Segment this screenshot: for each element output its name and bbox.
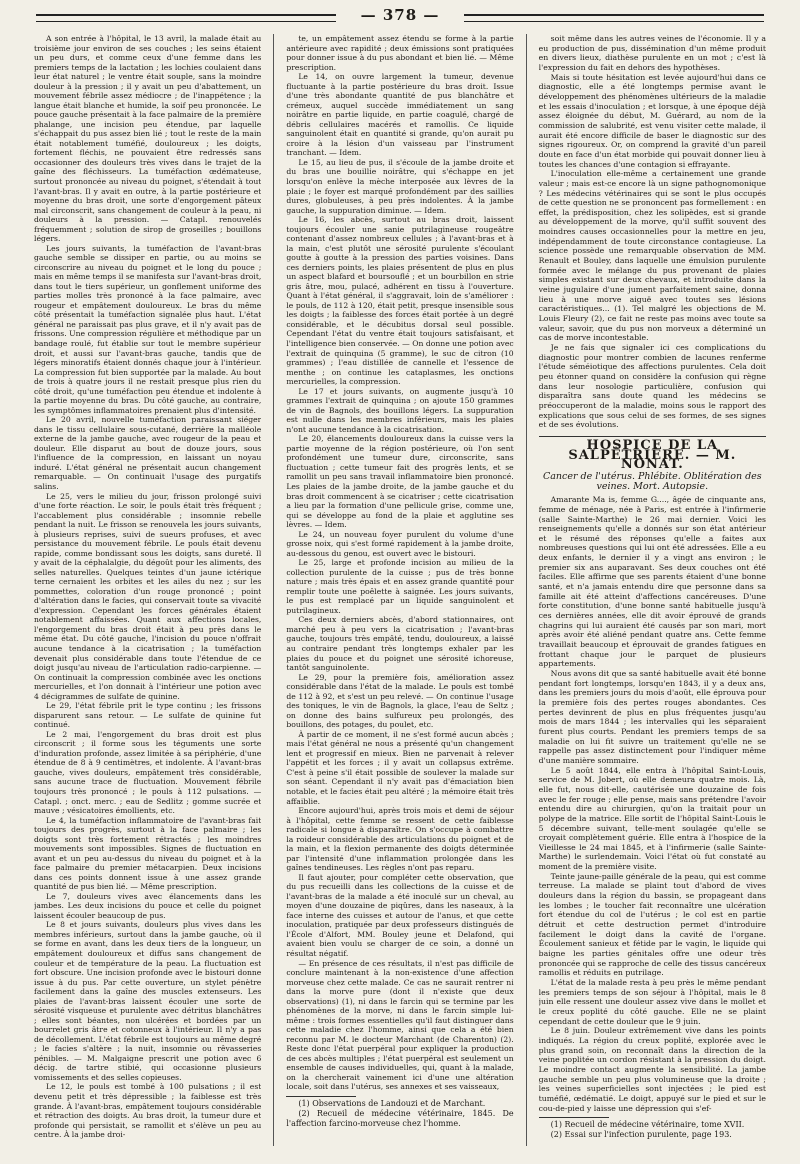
paragraph: Le 16, les abcès, surtout au bras droit, laissent toujours écouler une sanie putrilagineuse rougeâtre contenant d'assez nombreux cellules ; à l'avant-bras et à la main, c'est plutôt une sérosité purulente s'écoulant goutte à goutte à la pression des parties voisines. Dans ces derniers points, les plaies présentent de plus en plus un aspect blafard et boursouflé ; et un bourbillon en strie gris âtre, mou, pulacé, adhérent en tissu à l'ouverture. Quant à l'état général, il s'aggravait, loin de s'améliorer : le pouls, de 112 à 120, était petit, presque insensible sous les doigts ; la faiblesse des forces était portée à un degré considérable, et le décubitus dorsal seul possible. Cependant l'état du ventre était toujours satisfaisant, et l'intelligence bien conservée. — On donne une potion avec l'extrait de quinquina (5 gramme), le suc de citron (10 grammes) ; l'eau distillée de cannelle et l'essence de menthe ; on continue les cataplasmes, les onctions mercurielles, la compression. xyxy=(286,215,514,387)
paragraph: Le 20 avril, nouvelle tuméfaction paraissant siéger dans le tissu cellulaire sous-cutané, derrière la malléole externe de la jambe gauche, avec rougeur de la peau et douleur. Elle disparut au bout de douze jours, sous l'influence de la compression, en laissant un noyau induré. L'état général ne présentait aucun changement remarquable. — On continuait l'usage des purgatifs salins. xyxy=(34,415,262,491)
paragraph: — En présence de ces résultats, il n'est pas difficile de conclure maintenant à la non-existence d'une affection morveuse chez cette malade. Ce cas ne saurait rentrer ni dans la morve pure (dont il n'existe que deux observations) (1), ni dans le farcin qui se termine par les phénomènes de la morve, ni dans le farcin simple lui-même : trois formes essentielles qu'il faut distinguer dans cette maladie chez l'homme, ainsi que cela a été bien reconnu par M. le docteur Marchant (de Charenton) (2). Reste donc l'état puerpéral pour expliquer la production de ces abcès multiples ; l'état puerpéral est seulement un ensemble de causes individuelles, qui, quant à la malade, on la chercherait vainement ici d'une une altération locale, soit dans l'utérus, ses annexes et ses vaisseaux, xyxy=(286,958,514,1092)
paragraph: Le 15, au lieu de pus, il s'écoule de la jambe droite et du bras une bouillie noirâtre, qui s'échappe en jet lorsqu'on enlève la mèche interposée aux lèvres de la plaie ; le foyer est marqué profondément par des saillies dures, globuleuses, à peu près indolentes. À la jambe gauche, la suppuration diminue. — Idem. xyxy=(286,157,514,215)
paragraph: L'inoculation elle-même a certainement une grande valeur ; mais est-ce encore là un signe pathognomonique ? Les médecins vétérinaires qui se sont le plus occupés de cette question ne se prononcent pas formellement : en effet, la prédisposition, chez les solipèdes, est si grande au développement de la morve, qu'il suffit souvent des moindres causes occasionnelles pour la mettre en jeu, indépendamment de toute circonstance contagieuse. La science possède une remarquable observation de MM. Renault et Bouley, dans laquelle une émulsion purulente formée avec le mélange du pus provenant de plaies simples existant sur deux chevaux, et introduite dans la veine jugulaire d'une jument parfaitement saine, donna lieu à une morve aiguë avec toutes ses lésions caractéristiques... (1). Tel malgré les objections de M. Louis Fleury (2), ce fait ne reste pas moins avec toute sa valeur, savoir, que du pus non morveux a déterminé un cas de morve incontestable. xyxy=(538,169,766,343)
paragraph: Nous avons dit que sa santé habituelle avait été bonne pendant fort longtemps, lorsqu'en 1843, il y a deux ans, dans les premiers jours du mois d'août, elle éprouva pour la première fois des pertes rouges abondantes. Ces pertes devinrent de plus en plus fréquentes jusqu'au mois de mars 1844 ; les intervalles qui les séparaient furent plus courts. Pendant les premiers temps de sa maladie on lui fit suivre un traitement qu'elle ne se rappelle pas assez distinctement pour l'indiquer même d'une manière sommaire. xyxy=(538,669,766,765)
paragraph: Le 25, large et profonde incision au milieu de la collection purulente de la cuisse ; pus de très bonne nature ; mais très épais et en assez grande quantité pour remplir toute une poêlette à saignée. Les jours suivants, le pus est remplacé par un liquide sanguinolent et putrilagineux. xyxy=(286,558,514,615)
paragraph: Ces deux derniers abcès, d'abord stationnaires, ont marché peu à peu vers la cicatrisation ; l'avant-bras gauche, toujours très empâté, tendu, douloureux, a laissé au contraire pendant très longtemps exhaler par les plaies du pouce et du poignet une sérosité ichoreuse, tantôt sanguinolente. xyxy=(286,615,514,673)
column-3-bottom xyxy=(539,495,766,1140)
footnote: (2) Recueil de médecine vétérinaire, 1845. De l'affection farcino-morveuse chez l'homme. xyxy=(286,1108,514,1128)
section-title: HOSPICE DE LA SALPÊTRIÈRE. — M. NONAT. xyxy=(539,436,766,470)
column-3-top xyxy=(539,34,766,430)
paragraph: te, un empâtement assez étendu se forme à la partie antérieure avec rapidité ; deux émissions sont pratiquées pour donner issue à du pus abondant et bien lié. — Même prescription. xyxy=(286,34,514,72)
paragraph: Le 12, le pouls est tombé à 100 pulsations ; il est devenu petit et très dépressible ; la faiblesse est très grande. À l'avant-bras, empâtement toujours considérable et rétraction des doigts. Au bras droit, la tumeur dure et profonde qui persistait, se ramollit et s'élève un peu au centre. À la jambe droi- xyxy=(34,1082,262,1140)
paragraph: Le 14, on ouvre largement la tumeur, devenue fluctuante à la partie postérieure du bras droit. Issue d'une très abondante quantité de pus blanchâtre et crémeux, auquel succède immédiatement un sang noirâtre en partie liquide, en partie coagulé, chargé de débris cellulaires macérés et ramollis. Ce liquide sanguinolent était en quantité si grande, qu'on aurait pu croire à la lésion d'un vaisseau par l'instrument tranchant. — Idem. xyxy=(286,72,514,158)
paragraph: Le 8 juin. Douleur extrêmement vive dans les points indiqués. La région du creux poplité, explorée avec le plus grand soin, on reconnaît dans la direction de la veine poplitée un cordon résistant à la pression du doigt. Le moindre contact augmente la sensibilité. La jambe gauche semble un peu plus volumineuse que la droite ; les veines superficielles sont injectées ; le pied est tuméfié, œdématié. Le doigt, appuyé sur le pied et sur le cou-de-pied y laisse une dépression qui s'ef- xyxy=(538,1026,766,1113)
paragraph: Le 29, pour la première fois, amélioration assez considérable dans l'état de la malade. Le pouls est tombé de 112 à 92, et s'est un peu relevé. — On continue l'usage des toniques, le vin de Bagnols, la glace, l'eau de Seltz ; on donne des bains sulfureux peu prolongés, des bouillons, des potages, du poulet, etc. xyxy=(286,672,514,730)
paragraph: Le 5 août 1844, elle entra à l'hôpital Saint-Louis, service de M. Jobert, où elle demeura quatre mois. Là, elle fut, nous dit-elle, cautérisée une douzaine de fois avec le fer rouge ; elle pense, mais sans prétendre l'avoir entendu dire au chirurgien, qu'on la traitait pour un polype de la matrice. Elle sortit de l'hôpital Saint-Louis le 5 décembre suivant, telle-ment soulagée qu'elle se croyait complètement guérie. Elle entra à l'hospice de la Vieillesse le 24 mai 1845, et à l'infirmerie (salle Sainte-Marthe) le surlendemain. Voici l'état où fut constaté au moment de la première visite. xyxy=(538,765,766,872)
page-number: — 378 — xyxy=(360,6,440,24)
paragraph: Le 20, élancements douloureux dans la cuisse vers la partie moyenne de la région postérieure, où l'on sent profondément une tumeur dure, circonscrite, sans fluctuation ; cette tumeur fait des progrès lents, et se ramollit un peu sans travail inflammatoire bien prononcé. Les plaies de la jambe droite, de la jambe gauche et du bras droit commencent à se cicatriser ; cette cicatrisation a lieu par la formation d'une pellicule grise, comme une, qui se développe au fond de la plaie et agglutine ses lèvres. — Idem. xyxy=(286,434,514,530)
paragraph: Le 7, douleurs vives avec élancements dans les jambes. Les deux incisions du pouce et celle du poignet laissent écouler beaucoup de pus. xyxy=(34,891,262,920)
paragraph: Le 25, vers le milieu du jour, frisson prolongé suivi d'une forte réaction. Le soir, le pouls était très fréquent ; l'accablement plus considérable ; insomnie rebelle pendant la nuit. Le frisson se renouvela les jours suivants, à plusieurs reprises, suivi de sueurs profuses, et avec persistance du mouvement fébrile. Le pouls était devenu rapide, comme bondissant sous les doigts, sans dureté. Il y avait de la céphalalgie, du dégoût pour les aliments, des selles naturelles. Quelques teintes d'un jaune ictérique terne cernaient les orbites et les ailes du nez ; sur les pommettes, coloration d'un rouge prononcé ; point d'altération dans le facies, qui conservait toute sa vivacité d'expression. Cependant les forces générales étaient notablement affaissées. Quant aux affections locales, l'engorgement du bras droit était à peu près dans le même état. Du côté gauche, l'incision du pouce n'offrait aucune tendance à la cicatrisation ; la tuméfaction devenait plus considérable dans toute l'étendue de ce doigt jusqu'au niveau de l'articulation radio-carpienne. — On continuait la compression combinée avec les onctions mercurielles, et l'on donnait à l'intérieur une potion avec 4 décigrammes de sulfate de quinine. xyxy=(34,491,262,701)
footnote-rule xyxy=(539,1117,609,1118)
column-divider xyxy=(526,34,527,1146)
column-divider xyxy=(273,34,274,1146)
column-1 xyxy=(34,34,261,1146)
paragraph: Teinte jaune-paille générale de la peau, qui est comme terreuse. La malade se plaint tout d'abord de vives douleurs dans la région du bassin, se propageant dans les lombes ; le toucher fait reconnaître une ulcération fort étendue du col de l'utérus ; le col est en partie détruit et cette destruction permet d'introduire facilement le doigt dans la cavité de l'organe. Écoulement sanieux et fétide par le vagin, le liquide qui baigne les parties génitales offre une odeur très prononcée qui se rapproche de celle des tissus cancéreux ramollis et réduits en putrilage. xyxy=(538,871,766,978)
text-columns xyxy=(34,34,766,1146)
header-rule-right xyxy=(464,14,764,22)
paragraph: Encore aujourd'hui, après trois mois et demi de séjour à l'hôpital, cette femme se ressent de cette faiblesse radicale si longue à disparaître. On s'occupe à combattre la roideur considérable des articulations du poignet et de la main, et la flexion permanente des doigts déterminée par l'intensité d'une inflammation prolongée dans les gaînes tendineuses. Les règles n'ont pas reparu. xyxy=(286,806,514,873)
paragraph: Le 29, l'état fébrile prit le type continu ; les frissons disparurent sans retour. — Le sulfate de quinine fut continué. xyxy=(34,701,262,730)
paragraph: Le 8 et jours suivants, douleurs plus vives dans les membres inférieurs, surtout dans la jambe gauche, où il se forme en avant, dans les deux tiers de la longueur, un empâtement douloureux et diffus sans changement de couleur et de température de la peau. La fluctuation est fort obscure. Une incision profonde avec le bistouri donne issue à du pus. Par cette ouverture, un stylet pénètre facilement dans la gaîne des muscles extenseurs. Les plaies de l'avant-bras laissent écouler une sorte de sérosité visqueuse et purulente avec détritus blanchâtres ; elles sont béantes, non ulcérées et bordées par un bourrelet gris âtre et cotonneux à l'intérieur. Il n'y a pas de décollement. L'état fébrile est toujours au même degré ; le facies s'altère ; la nuit, insomnie ou rêvasseries pénibles. — M. Malgaigne prescrit une potion avec 6 décig. de tartre stibié, qui occasionne plusieurs vomissements et des selles copieuses. xyxy=(34,920,262,1082)
paragraph: À partir de ce moment, il ne s'est formé aucun abcès ; mais l'état général ne nous a présenté qu'un changement lent et progressif en mieux. Bien ne parvenait à relever l'appétit et les forces ; il y avait un collapsus extrême. C'est à peine s'il était possible de soulever la malade sur son séant. Cependant il n'y avait pas d'émaciation bien notable, et le facies était peu altéré ; la mémoire était très affaiblie. xyxy=(286,729,514,806)
footnote: (1) Observations de Landouzi et de Marchant. xyxy=(298,1098,486,1108)
paragraph: Le 2 mai, l'engorgement du bras droit est plus circonscrit ; il forme sous les téguments une sorte d'induration profonde, assez limitée à sa périphérie, d'une étendue de 8 à 9 centimètres, et indolente. À l'avant-bras gauche, vives douleurs, empâtement très considérable, sans aucune trace de fluctuation. Mouvement fébrile toujours très prononcé ; le pouls à 112 pulsations. — Catapl. ; onct. merc. ; eau de Sedlitz ; gomme sucrée et mauve ; vésicatoires émollients, etc. xyxy=(34,729,262,816)
paragraph: Mais si toute hésitation est levée aujourd'hui dans ce diagnostic, elle a été longtemps permise avant le développement des phénomènes ultérieurs de la maladie et les essais d'inoculation ; et lorsque, à une époque déjà assez éloignée du début, M. Guérard, au nom de la commission de salubrité, est venu visiter cette malade, il aurait été encore difficile de baser le diagnostic sur des signes rigoureux. Or, on comprend la gravité d'un pareil doute en face d'un état morbide qui pouvait donner lieu à toutes les chances d'une contagion si effrayante. xyxy=(538,72,766,169)
page-header xyxy=(0,6,800,30)
section-subtitle: Cancer de l'utérus. Phlébite. Oblitération des veines. Mort. Autopsie. xyxy=(542,470,762,492)
paragraph: Le 4, la tuméfaction inflammatoire de l'avant-bras fait toujours des progrès, surtout à la face palmaire ; les doigts sont très fortement rétractés ; les moindres mouvements sont impossibles. Signes de fluctuation en avant et un peu au-dessus du niveau du poignet et à la face palmaire du premier métacarpien. Deux incisions dans ces points donnent issue à une assez grande quantité de pus bien lié. — Même prescription. xyxy=(34,815,262,892)
paragraph: Les jours suivants, la tuméfaction de l'avant-bras gauche semble se dissiper en partie, ou au moins se circonscrire au niveau du poignet et le long du pouce ; mais en même temps il se manifesta sur l'avant-bras droit, dans tout le tiers supérieur, un gonflement uniforme des parties molles très prononcé à la face palmaire, avec rougeur et empâtement douloureux. Le bras du même côté présentait la tuméfaction signalée plus haut. L'état général ne paraissait pas plus grave, et il n'y avait pas de frissons. Une compression régulière et méthodique par un bandage roulé, fut établie sur tout le membre supérieur droit, et aussi sur l'avant-bras gauche, tandis que de légers minoratifs étaient donnés chaque jour à l'intérieur. La compression fut bien supportée par la malade. Au bout de trois à quatre jours il ne restait presque plus rien du côté droit, qu'une tuméfaction peu étendue et indolente à la partie moyenne du bras. Du côté gauche, au contraire, les symptômes inflammatoires prenaient plus d'intensité. xyxy=(34,243,262,415)
paragraph: L'état de la malade resta à peu près le même pendant les premiers temps de son séjour à l'hôpital, mais le 8 juin elle ressent une douleur assez vive dans le mollet et le creux poplité du côté gauche. Elle ne se plaint cependant de cette douleur que le 9 juin. xyxy=(538,978,766,1026)
paragraph: Le 17 et jours suivants, on augmente jusqu'à 10 grammes l'extrait de quinquina ; on ajoute 150 grammes de vin de Bagnols, des bouillons légers. La suppuration est nulle dans les membres inférieurs, mais les plaies n'ont aucune tendance à la cicatrisation. xyxy=(286,386,514,434)
column-2 xyxy=(286,34,513,1146)
footnote-rule xyxy=(286,1096,356,1097)
paragraph: Je ne fais que signaler ici ces complications du diagnostic pour montrer combien de lacunes renferme l'étude séméiotique des affections purulentes. Cela doit peu étonner quand on considère la confusion qui règne dans leur nosologie particulière, confusion qui disparaîtra sans doute quand les médecins se préoccuperont de la maladie, moins sous le rapport des explications que sous celui de ses formes, de ses signes et de ses évolutions. xyxy=(538,343,766,430)
paragraph: Le 24, un nouveau foyer purulent du volume d'une grosse noix, qui s'est formé rapidement à la jambe droite, au-dessous du genou, est ouvert avec le bistouri. xyxy=(286,529,514,558)
footnote: (1) Recueil de médecine vétérinaire, tome XVII. xyxy=(550,1120,745,1130)
paragraph: soit même dans les autres veines de l'économie. Il y a eu production de pus, dissémination d'un même produit en divers lieux, diathèse purulente en un mot ; c'est là l'expression du fait en dehors des hypothèses. xyxy=(538,34,766,72)
column-3 xyxy=(539,34,766,1146)
footnote: (2) Essai sur l'infection purulente, page 193. xyxy=(550,1130,732,1140)
paragraph: Il faut ajouter, pour compléter cette observation, que du pus recueilli dans les collections de la cuisse et de l'avant-bras de la malade a été inoculé sur un cheval, au moyen d'une douzaine de piqûres, dans les naseaux, à la face interne des cuisses et autour de l'anus, et que cette inoculation, pratiquée par deux professeurs distingués de l'École d'Alfort, MM. Bouley jeune et Delafond, qui avaient bien voulu se charger de ce soin, a donné un résultat négatif. xyxy=(286,872,514,958)
paragraph: A son entrée à l'hôpital, le 13 avril, la malade était au troisième jour environ de ses couches ; les seins étaient un peu durs, et comme ceux d'une femme dans les premiers temps de la lactation ; les lochies coulaient dans leur état naturel ; le ventre était souple, sans la moindre douleur à la pression ; il y avait un peu d'abattement, un mouvement fébrile assez médiocre ; de l'inappétence ; la langue était blanche et humide, la soif peu prononcée. Le pouce gauche présentait à la face palmaire de la première phalange, une incision peu étendue, par laquelle s'échappait du pus assez bien lié ; tout le reste de la main était notablement tuméfié, douloureux ; les doigts, fortement fléchis, ne pouvaient être redressés sans occasionner des douleurs très vives dans le trajet de la gaîne des fléchisseurs. La tuméfaction œdémateuse, surtout prononcée au niveau du poignet, s'étendait à tout l'avant-bras. Il y avait en outre, à la partie postérieure et moyenne du bras droit, une sorte d'engorgement pâteux mal circonscrit, sans changement de couleur à la peau, ni douleurs à la pression. — Catapl. renouvelés fréquemment ; solution de sirop de groseilles ; bouillons légers. xyxy=(34,34,262,244)
paragraph: Amarante Ma is, femme G...., âgée de cinquante ans, femme de ménage, née à Paris, est entrée à l'infirmerie (salle Sainte-Marthe) le 26 mai dernier. Voici les renseignements qu'elle a donnés sur son état antérieur et le résumé des réponses qu'elle a faites aux nombreuses questions qui lui ont été adressées. Elle a eu deux enfants, le dernier il y a vingt ans environ ; le premier six ans auparavant. Ses deux couches ont été faciles. Elle affirme que ses parents étaient d'une bonne santé, et n'a jamais entendu dire que personne dans sa famille ait été atteint d'affections cancéreuses. D'une forte constitution, d'une bonne santé habituelle jusqu'à ces dernières années, elle dit avoir éprouvé de grands chagrins qui lui auraient été causés par son mari, mort après avoir été aliéné pendant quatre ans. Cette femme travaillait beaucoup et éprouvait de grandes fatigues en frottant chaque jour le parquet de plusieurs appartements. xyxy=(538,495,766,669)
